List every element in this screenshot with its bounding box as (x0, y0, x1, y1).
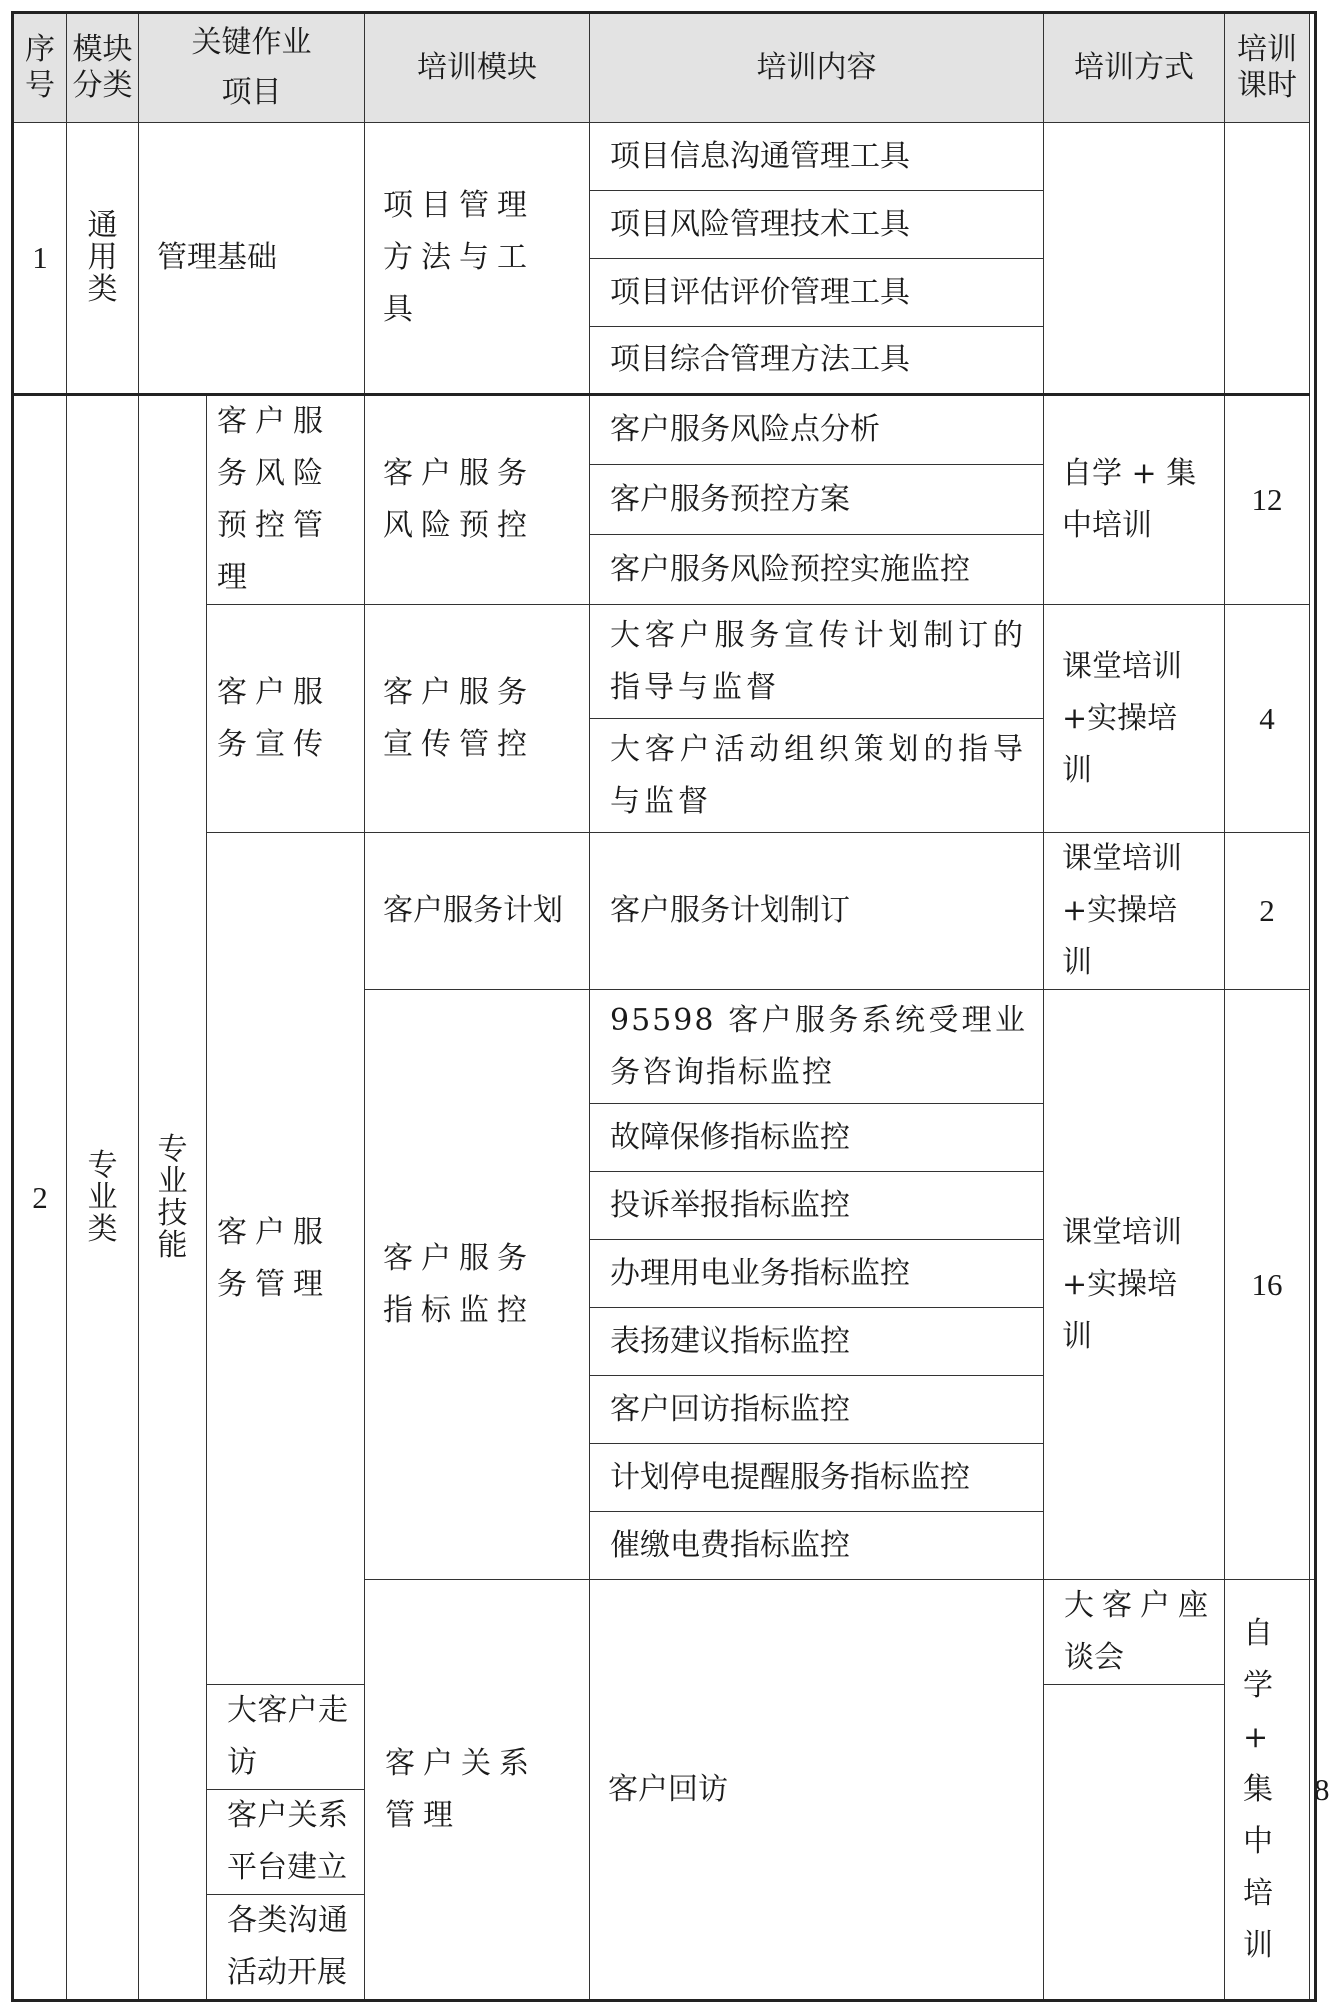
content-cell: 95598 客户服务系统受理业务咨询指标监控 (590, 990, 1044, 1104)
module-cell: 客户服务宣传管控 (365, 605, 590, 833)
key-task-cell: 客户服务宣传 (207, 605, 365, 833)
module-cell: 客户服务风险预控 (365, 395, 590, 605)
module-cell: 项目管理方法与工具 (365, 123, 590, 395)
module-cell: 客户服务计划 (365, 833, 590, 990)
content-cell: 大客户服务宣传计划制订的指导与监督 (590, 605, 1044, 719)
content-cell: 客户回访指标监控 (590, 1376, 1044, 1444)
header-content: 培训内容 (590, 13, 1044, 123)
module-cell: 客户回访 (590, 1580, 1044, 2001)
header-hours: 培训课时 (1225, 13, 1310, 123)
content-cell: 表扬建议指标监控 (590, 1308, 1044, 1376)
content-cell: 项目风险管理技术工具 (590, 191, 1044, 259)
content-cell: 办理用电业务指标监控 (590, 1240, 1044, 1308)
seq-cell: 2 (13, 395, 67, 2001)
table-row (13, 395, 1316, 465)
content-cell: 项目信息沟通管理工具 (590, 123, 1044, 191)
table-row (13, 605, 1316, 719)
module-cell: 客户服务指标监控 (365, 990, 590, 1580)
content-cell: 大客户座谈会 (1044, 1580, 1225, 1685)
content-cell: 客户关系平台建立 (207, 1790, 365, 1895)
hours-cell: 16 (1225, 990, 1310, 1580)
table-row (13, 123, 1316, 191)
hours-cell: 12 (1225, 395, 1310, 605)
content-cell: 客户服务计划制订 (590, 833, 1044, 990)
hours-cell: 2 (1225, 833, 1310, 990)
method-cell: 自学 + 集中培训 (1225, 1580, 1310, 2001)
table-row (13, 833, 1316, 990)
content-cell: 客户服务风险预控实施监控 (590, 535, 1044, 605)
category-cell: 通用类 (67, 123, 139, 395)
content-cell: 客户服务预控方案 (590, 465, 1044, 535)
content-cell: 催缴电费指标监控 (590, 1512, 1044, 1580)
key-task-cell: 客户关系管理 (365, 1580, 590, 2001)
seq-cell: 1 (13, 123, 67, 395)
content-cell: 投诉举报指标监控 (590, 1172, 1044, 1240)
training-table (11, 11, 1330, 2002)
header-row (13, 13, 1316, 123)
hours-cell: 8 (1310, 1580, 1316, 2001)
header-category: 模块分类 (67, 13, 139, 123)
method-cell: 课堂培训+实操培训 (1044, 990, 1225, 1580)
content-cell: 计划停电提醒服务指标监控 (590, 1444, 1044, 1512)
content-cell: 项目综合管理方法工具 (590, 327, 1044, 395)
hours-cell: 4 (1225, 605, 1310, 833)
key-task-cell: 客户服务管理 (207, 833, 365, 1685)
header-seq: 序号 (13, 13, 67, 123)
content-cell: 故障保修指标监控 (590, 1104, 1044, 1172)
content-cell: 各类沟通活动开展 (207, 1895, 365, 2001)
method-cell: 课堂培训+实操培训 (1044, 833, 1225, 990)
category-cell: 专业类 (67, 395, 139, 2001)
method-cell: 自学 + 集中培训 (1044, 395, 1225, 605)
content-cell: 大客户活动组织策划的指导与监督 (590, 719, 1044, 833)
content-cell: 项目评估评价管理工具 (590, 259, 1044, 327)
key-task-cell: 客户服务风险预控管理 (207, 395, 365, 605)
key-task-cell: 管理基础 (139, 123, 365, 395)
content-cell: 大客户走访 (207, 1685, 365, 1790)
method-cell: 课堂培训+实操培训 (1044, 605, 1225, 833)
header-key-task: 关键作业项目 (139, 13, 365, 123)
header-module: 培训模块 (365, 13, 590, 123)
content-cell: 客户服务风险点分析 (590, 395, 1044, 465)
header-method: 培训方式 (1044, 13, 1225, 123)
hours-cell (1225, 123, 1310, 395)
method-cell (1044, 123, 1225, 395)
sub-category-cell: 专业技能 (139, 395, 207, 2001)
